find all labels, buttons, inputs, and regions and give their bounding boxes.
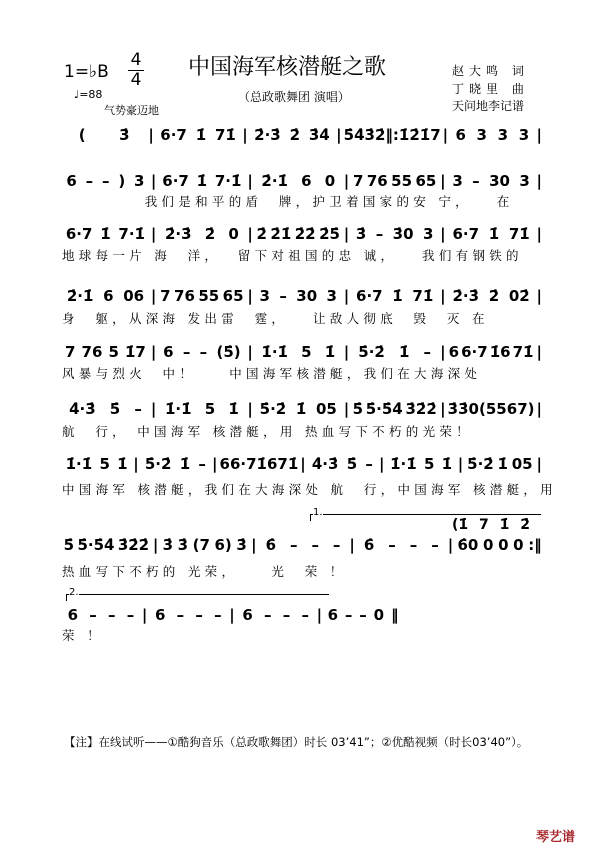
note: 6) bbox=[214, 536, 232, 554]
note: ) bbox=[118, 172, 126, 190]
note: – bbox=[344, 606, 353, 624]
note: 6·7 bbox=[229, 455, 257, 473]
measure bbox=[351, 343, 438, 361]
music-line bbox=[62, 172, 544, 190]
note: 2̇ bbox=[488, 287, 500, 305]
barline: | bbox=[343, 287, 350, 305]
note: 1̇·1̇ bbox=[164, 400, 192, 418]
note: 5 bbox=[301, 343, 312, 361]
note: 1̇ bbox=[419, 126, 431, 144]
measure bbox=[158, 287, 245, 305]
note: 0 bbox=[513, 536, 524, 554]
music-line bbox=[62, 606, 402, 624]
note: 2̇·3̇ bbox=[164, 225, 192, 243]
note: 7 bbox=[430, 126, 441, 144]
note: 5̇ bbox=[343, 126, 355, 144]
measure bbox=[455, 536, 544, 554]
note: 6 bbox=[103, 287, 114, 305]
measure bbox=[250, 126, 334, 144]
note: 65 bbox=[222, 287, 244, 305]
note: – bbox=[279, 287, 287, 305]
note: 5̇·2̇ bbox=[144, 455, 172, 473]
measure bbox=[237, 606, 315, 624]
note: 3̇2̇2̇ bbox=[405, 400, 437, 418]
measure bbox=[448, 225, 535, 243]
note: 1̇ bbox=[100, 225, 111, 243]
note: 1̇ bbox=[392, 287, 403, 305]
measure bbox=[158, 400, 245, 418]
note: 30 bbox=[489, 172, 510, 190]
transcriber: 天问地李记谱 bbox=[452, 99, 525, 113]
note: – bbox=[282, 606, 291, 624]
barline: | bbox=[229, 606, 235, 624]
expression-mark: 气势豪迈地 bbox=[104, 104, 159, 117]
note: 6 bbox=[455, 126, 466, 144]
note: – bbox=[359, 606, 367, 624]
note: 06 bbox=[123, 287, 145, 305]
note: 5̇·5̇4̇ bbox=[77, 536, 115, 554]
note: 3 bbox=[519, 172, 530, 190]
note: 5 bbox=[423, 455, 435, 473]
note: 3̇2̇2̇ bbox=[117, 536, 150, 554]
measure bbox=[450, 126, 534, 144]
note: 1̇7 bbox=[124, 343, 146, 361]
barline: | bbox=[440, 287, 446, 305]
measure bbox=[62, 126, 146, 144]
note: 3 bbox=[422, 225, 434, 243]
note: 7·1̇ bbox=[214, 172, 242, 190]
note: 76 bbox=[174, 287, 195, 305]
note: 0 bbox=[324, 172, 336, 190]
barline: | bbox=[536, 172, 543, 190]
note: 5̇·5̇4̇ bbox=[365, 400, 403, 418]
barline: | bbox=[247, 172, 253, 190]
measure bbox=[344, 126, 441, 144]
barline: | bbox=[133, 455, 139, 473]
meter-top: 4 bbox=[130, 50, 142, 70]
music-line bbox=[62, 455, 544, 473]
note: 4̇·3̇ bbox=[69, 400, 96, 418]
barline: | bbox=[150, 343, 157, 361]
note: – bbox=[214, 606, 222, 624]
note: – bbox=[472, 172, 480, 190]
note: 02̇ bbox=[508, 287, 530, 305]
measure bbox=[62, 606, 140, 624]
note: 1̇ bbox=[117, 455, 128, 473]
barline: | bbox=[316, 606, 323, 624]
barline: | bbox=[300, 455, 306, 473]
note: 6 bbox=[301, 172, 312, 190]
measure bbox=[351, 400, 438, 418]
note: 1̇·1̇ bbox=[261, 343, 288, 361]
barline: | bbox=[251, 536, 257, 554]
note: 6 bbox=[327, 606, 338, 624]
barline: | bbox=[440, 400, 446, 418]
note: 1̇ bbox=[441, 455, 453, 473]
note: 3 bbox=[476, 126, 487, 144]
note: 2̇·1̇ bbox=[66, 287, 94, 305]
measure bbox=[255, 400, 342, 418]
note: 6̇0 bbox=[457, 536, 479, 554]
note: 6·7 bbox=[160, 126, 187, 144]
note: 6 bbox=[163, 343, 174, 361]
note: 1̇ bbox=[488, 225, 500, 243]
note: 55 bbox=[391, 172, 413, 190]
measure bbox=[141, 455, 210, 473]
measure bbox=[324, 606, 402, 624]
note: 5̇ bbox=[346, 455, 358, 473]
note: 71̇ bbox=[214, 126, 236, 144]
note: – bbox=[108, 606, 116, 624]
measure bbox=[255, 172, 342, 190]
note: 1̇ bbox=[228, 400, 239, 418]
barline: | bbox=[336, 126, 342, 144]
note: 1̇ bbox=[195, 126, 207, 144]
note: 5̇·2̇ bbox=[467, 455, 494, 473]
note: – bbox=[134, 400, 142, 418]
footnote: 【注】在线试听——①酷狗音乐（总政歌舞团）时长 03’41”；②优酷视频（时长03’40”）。 bbox=[64, 735, 529, 749]
barline: | bbox=[349, 536, 355, 554]
note: 4̇·3̇ bbox=[311, 455, 339, 473]
note: – bbox=[199, 343, 208, 361]
note: 1̇ bbox=[398, 343, 410, 361]
note: 71̇ bbox=[412, 287, 434, 305]
lyric-line: 中国海军 核潜艇，我们在大海深处 航 行，中国海军 核潜艇，用 bbox=[62, 482, 557, 497]
barline: | bbox=[152, 536, 159, 554]
barline: | bbox=[440, 172, 446, 190]
note: 67) bbox=[506, 400, 535, 418]
lyricist: 赵大鸣 词 bbox=[452, 64, 529, 78]
note: 2̇1̇ bbox=[270, 225, 292, 243]
note: 3̇ bbox=[177, 536, 189, 554]
note: – bbox=[332, 536, 341, 554]
note: – bbox=[409, 536, 418, 554]
note: 3̇ bbox=[119, 126, 130, 144]
note: – bbox=[311, 536, 319, 554]
measure bbox=[255, 225, 342, 243]
note: – bbox=[388, 536, 396, 554]
music-line bbox=[62, 126, 544, 144]
barline: | bbox=[150, 287, 157, 305]
measure bbox=[448, 343, 535, 361]
note: – bbox=[289, 536, 298, 554]
note: 6·7 bbox=[461, 343, 488, 361]
note: 1̇6 bbox=[256, 455, 278, 473]
measure bbox=[62, 400, 149, 418]
lyric-line: 热血写下不朽的 光荣， 光 荣 ！ bbox=[62, 564, 347, 579]
note: 6 bbox=[67, 606, 79, 624]
note: 3 bbox=[134, 172, 145, 190]
music-line bbox=[62, 287, 544, 305]
note: 3̇0 bbox=[458, 400, 479, 418]
note: 7 bbox=[65, 343, 76, 361]
measure bbox=[158, 172, 245, 190]
note: – bbox=[126, 606, 135, 624]
note: 2̇ bbox=[256, 225, 267, 243]
measure bbox=[156, 126, 240, 144]
note: 3 bbox=[518, 126, 530, 144]
note: 05 bbox=[511, 455, 533, 473]
note: 2̇ bbox=[289, 126, 300, 144]
measure bbox=[351, 287, 438, 305]
barline: | bbox=[247, 400, 253, 418]
tempo: ♩=88 bbox=[74, 88, 103, 101]
note: – bbox=[264, 606, 272, 624]
barline: | bbox=[212, 455, 218, 473]
barline: | bbox=[536, 126, 542, 144]
measure bbox=[465, 455, 534, 473]
volta-bracket: 2. bbox=[66, 594, 329, 601]
note: 0 bbox=[483, 536, 494, 554]
measure bbox=[357, 536, 446, 554]
note: 3̇ bbox=[355, 225, 367, 243]
note: 5 bbox=[99, 455, 110, 473]
measure bbox=[62, 455, 131, 473]
note: 6·7 bbox=[356, 287, 383, 305]
measure bbox=[62, 536, 151, 554]
note: 6 bbox=[242, 606, 253, 624]
note: 2̇ bbox=[204, 225, 216, 243]
note: 76 bbox=[81, 343, 103, 361]
note: – bbox=[85, 172, 94, 190]
note: – bbox=[431, 536, 439, 554]
music-line bbox=[62, 343, 544, 361]
note: 2̇5̇ bbox=[319, 225, 340, 243]
measure bbox=[255, 343, 342, 361]
note: ‖ bbox=[391, 606, 399, 624]
note: – bbox=[375, 225, 384, 243]
note: 1̇ bbox=[179, 455, 191, 473]
barline: | bbox=[150, 225, 157, 243]
note: 7·1̇ bbox=[118, 225, 145, 243]
barline: | bbox=[242, 126, 248, 144]
note: – bbox=[176, 606, 185, 624]
note: 6 bbox=[219, 455, 230, 473]
note: 1̇·1̇ bbox=[390, 455, 417, 473]
barline: | bbox=[343, 172, 350, 190]
measure bbox=[158, 225, 245, 243]
key-signature: 1=♭B bbox=[64, 62, 109, 82]
note: 7 bbox=[160, 287, 171, 305]
barline: | bbox=[447, 536, 454, 554]
note: – bbox=[195, 606, 203, 624]
note: (55 bbox=[479, 400, 507, 418]
note: 0 bbox=[498, 536, 509, 554]
note: 2̇ bbox=[374, 126, 386, 144]
barline: | bbox=[141, 606, 148, 624]
barline: | bbox=[247, 287, 253, 305]
measure bbox=[387, 455, 456, 473]
measure bbox=[255, 287, 342, 305]
music-line bbox=[62, 225, 544, 243]
barline: | bbox=[343, 343, 350, 361]
note: :‖ bbox=[528, 536, 542, 554]
measure bbox=[62, 172, 149, 190]
barline: | bbox=[343, 400, 350, 418]
lyric-line: 风暴与烈火 中！ 中国海军核潜艇，我们在大海深处 bbox=[62, 366, 482, 381]
barline: | bbox=[343, 225, 350, 243]
note: 76 bbox=[366, 172, 388, 190]
note: – bbox=[198, 455, 206, 473]
measure bbox=[448, 287, 535, 305]
composer: 丁晓里 曲 bbox=[452, 82, 529, 96]
note: 2̇·3̇ bbox=[254, 126, 281, 144]
note: 1̇ bbox=[295, 400, 307, 418]
barline: | bbox=[536, 225, 543, 243]
note: 2̇·3̇ bbox=[452, 287, 480, 305]
note: 2̇ bbox=[409, 126, 420, 144]
barline: | bbox=[442, 126, 449, 144]
note: 1̇ bbox=[196, 172, 208, 190]
note: 2̇·1̇ bbox=[261, 172, 288, 190]
note: 6·7 bbox=[65, 225, 93, 243]
note: 6 bbox=[448, 343, 460, 361]
barline: | bbox=[536, 343, 543, 361]
lyric-line: 荣 ！ bbox=[62, 628, 104, 643]
instrumental-notes: (1̇ 7 1̇ 2̇ bbox=[452, 517, 530, 533]
note: ( bbox=[78, 126, 86, 144]
lyric-line: 地球每一片 海 洋， 留下对祖国的忠 诚， 我们有钢铁的 bbox=[62, 248, 523, 263]
measure bbox=[351, 225, 438, 243]
note: 0 bbox=[228, 225, 239, 243]
measure bbox=[160, 536, 249, 554]
lyric-line: 航 行， 中国海军 核潜艇，用 热血写下不朽的光荣！ bbox=[62, 424, 473, 439]
note: (5̇) bbox=[216, 343, 241, 361]
note: 5̇·2̇ bbox=[358, 343, 385, 361]
music-line bbox=[62, 400, 544, 418]
barline: | bbox=[379, 455, 385, 473]
measure bbox=[448, 400, 535, 418]
performer: （总政歌舞团 演唱） bbox=[238, 90, 350, 104]
note: 7 bbox=[352, 172, 364, 190]
note: 5̇ bbox=[109, 400, 121, 418]
note: (7 bbox=[192, 536, 210, 554]
note: 4̇ bbox=[354, 126, 365, 144]
time-signature bbox=[128, 52, 144, 89]
lyric-line: 身 躯，从深海 发出雷 霆， 让敌人彻底 毁 灭 在 bbox=[62, 311, 489, 326]
barline: | bbox=[247, 343, 253, 361]
barline: | bbox=[150, 172, 157, 190]
note: 71̇ bbox=[277, 455, 299, 473]
note: 71̇ bbox=[512, 343, 534, 361]
measure bbox=[62, 287, 149, 305]
barline: | bbox=[440, 225, 446, 243]
song-title: 中国海军核潜艇之歌 bbox=[188, 55, 387, 80]
note: 1̇ bbox=[497, 455, 508, 473]
note: – bbox=[102, 172, 110, 190]
measure bbox=[62, 225, 149, 243]
barline: | bbox=[536, 455, 542, 473]
note: 6̇ bbox=[265, 536, 277, 554]
note: – bbox=[365, 455, 373, 473]
note: 1̇6 bbox=[489, 343, 511, 361]
note: 5 bbox=[108, 343, 119, 361]
measure bbox=[308, 455, 377, 473]
note: 5̇ bbox=[63, 536, 75, 554]
barline: | bbox=[150, 400, 157, 418]
note: – bbox=[89, 606, 97, 624]
note: 3̇ bbox=[447, 400, 459, 418]
note: 6 bbox=[154, 606, 166, 624]
measure bbox=[220, 455, 299, 473]
note: 5̇ bbox=[352, 400, 364, 418]
barline: | bbox=[440, 343, 446, 361]
volta-bracket: 1. bbox=[310, 514, 541, 521]
note: 3 bbox=[259, 287, 270, 305]
note: 6·7 bbox=[452, 225, 480, 243]
note: 1̇·1̇ bbox=[65, 455, 93, 473]
note: 3̇0 bbox=[392, 225, 414, 243]
lyric-line: 我们是和平的盾 牌，护卫着国家的安 宁， 在 bbox=[62, 194, 514, 209]
measure bbox=[259, 536, 348, 554]
note: 1̇ bbox=[324, 343, 336, 361]
note: 3 bbox=[497, 126, 509, 144]
measure bbox=[351, 172, 438, 190]
note: 71̇ bbox=[508, 225, 530, 243]
note: 2̇2̇ bbox=[294, 225, 316, 243]
music-line bbox=[62, 536, 544, 554]
barline: | bbox=[536, 400, 543, 418]
note: – bbox=[182, 343, 191, 361]
barline: | bbox=[457, 455, 464, 473]
note: 6·7 bbox=[162, 172, 189, 190]
note: 5 bbox=[204, 400, 216, 418]
note: – bbox=[301, 606, 309, 624]
barline: | bbox=[148, 126, 154, 144]
note: 0 bbox=[373, 606, 385, 624]
note: 55 bbox=[198, 287, 220, 305]
note: 3̇ bbox=[364, 126, 375, 144]
measure bbox=[62, 343, 149, 361]
note: 6 bbox=[66, 172, 77, 190]
note: 1̇ bbox=[398, 126, 410, 144]
note: 3 bbox=[452, 172, 463, 190]
note: 05 bbox=[316, 400, 337, 418]
site-logo: 琴艺谱 bbox=[536, 830, 576, 845]
measure bbox=[448, 172, 535, 190]
note: 3̇ bbox=[162, 536, 174, 554]
note: 3 bbox=[326, 287, 337, 305]
barline: | bbox=[247, 225, 253, 243]
meter-bottom: 4 bbox=[130, 70, 142, 90]
barline: | bbox=[536, 287, 543, 305]
note: 3̇4̇ bbox=[308, 126, 330, 144]
measure bbox=[149, 606, 227, 624]
measure bbox=[158, 343, 245, 361]
note: 30 bbox=[296, 287, 318, 305]
note: 5̇·2̇ bbox=[259, 400, 287, 418]
note: – bbox=[423, 343, 432, 361]
note: 65 bbox=[415, 172, 437, 190]
note: ‖: bbox=[385, 126, 399, 144]
note: 6̇ bbox=[363, 536, 375, 554]
note: 3̇ bbox=[236, 536, 247, 554]
